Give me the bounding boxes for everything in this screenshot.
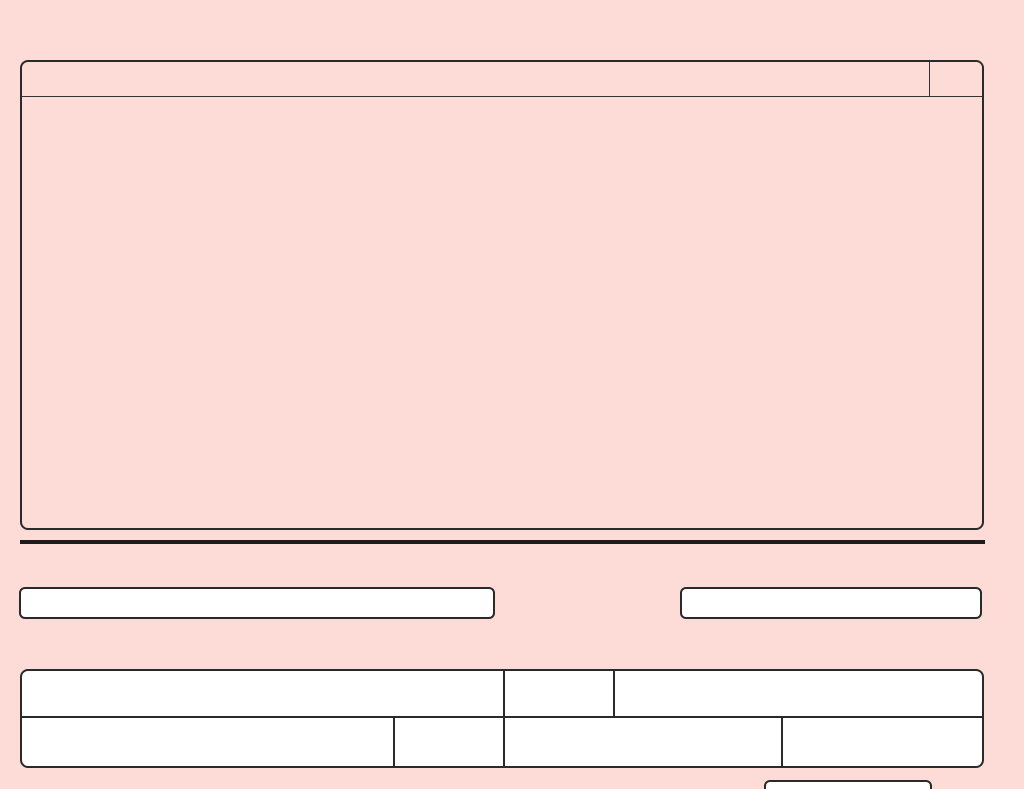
signature-field[interactable]: [680, 587, 982, 619]
representative-table: [20, 669, 984, 768]
phone-field[interactable]: [615, 671, 982, 716]
address-city-field[interactable]: [22, 718, 393, 766]
attachment-count-header: [930, 62, 982, 96]
attachment-name-header: [22, 62, 930, 96]
house-number-field[interactable]: [783, 718, 982, 766]
surname-name-field[interactable]: [22, 671, 503, 716]
place-date-field[interactable]: [19, 587, 495, 619]
street-field[interactable]: [505, 718, 781, 766]
attachments-header-row: [22, 62, 982, 97]
bottom-field[interactable]: [764, 780, 932, 789]
postal-code-field[interactable]: [395, 718, 503, 766]
attachments-table: [20, 60, 984, 530]
section-divider: [20, 540, 985, 544]
title-field[interactable]: [505, 671, 613, 716]
